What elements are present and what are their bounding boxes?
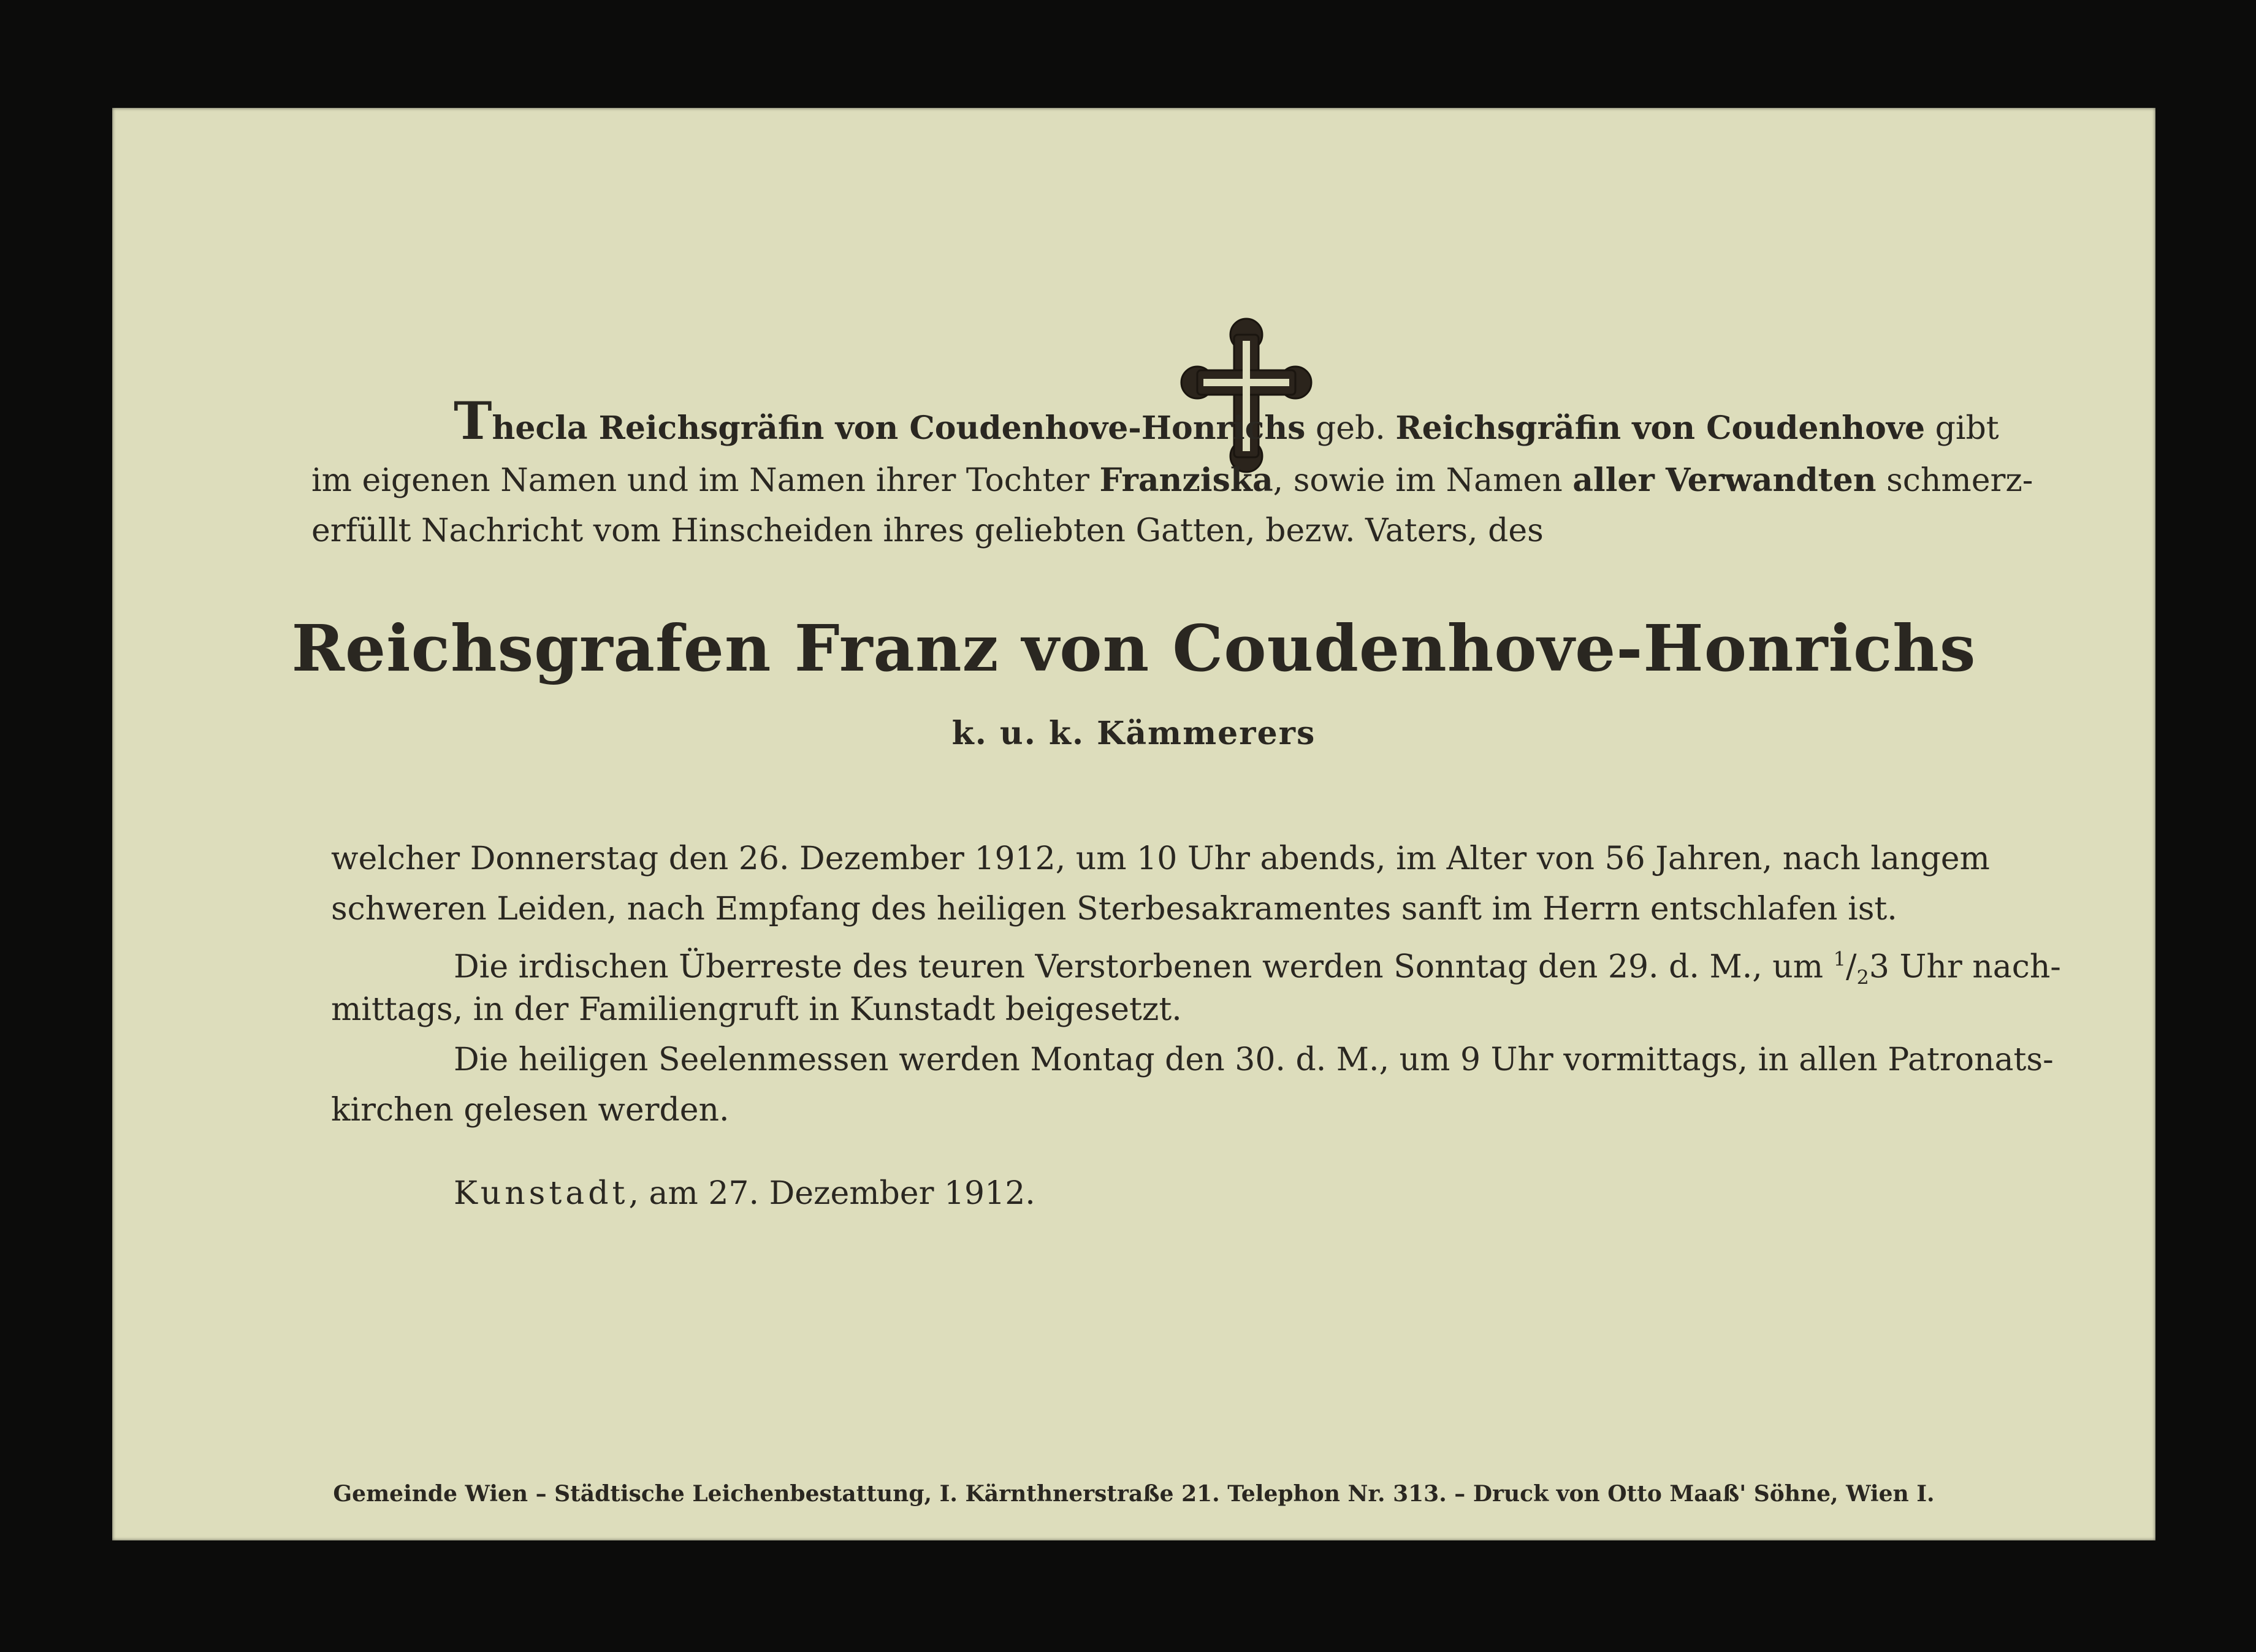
deceased-title: k. u. k. Kämmerers bbox=[951, 715, 1316, 752]
drop-initial: T bbox=[454, 390, 492, 451]
fraction-half: $^1/_2$ bbox=[1833, 948, 1869, 989]
body-line-3-b: 3 Uhr nach- bbox=[1869, 948, 2061, 986]
body-line-6: kirchen gelesen werden. bbox=[331, 1092, 730, 1129]
intro-line-1 bbox=[454, 390, 2054, 454]
deceased-name: Reichsgrafen Franz von Coudenhove-Honrichs bbox=[291, 611, 1976, 686]
place-name: Kunstadt bbox=[454, 1175, 629, 1212]
intro-line-2-c: schmerz- bbox=[1886, 462, 2033, 499]
intro-line-2-a: im eigenen Namen und im Namen ihrer Tochter bbox=[311, 462, 1089, 499]
daughter-name: Franziska bbox=[1099, 462, 1273, 499]
body-line-4: mittags, in der Familiengruft in Kunstadt beigesetzt. bbox=[331, 991, 1182, 1028]
gibt-text: gibt bbox=[1935, 410, 1999, 447]
maiden-name: Reichsgräfin von Coudenhove bbox=[1395, 409, 1926, 447]
printer-footer: Gemeinde Wien – Städtische Leichenbestattung, I. Kärnthnerstraße 21. Telephon Nr. 313. – Druck von Otto Maaß' Söhne, Wien I. bbox=[333, 1481, 1935, 1507]
fraction-denominator: 2 bbox=[1856, 965, 1869, 989]
body-line-1: welcher Donnerstag den 26. Dezember 1912, um 10 Uhr abends, im Alter von 56 Jahren, nach langem bbox=[331, 840, 1990, 877]
body-line-2: schweren Leiden, nach Empfang des heiligen Sterbesakramentes sanft im Herrn entschlafen ist. bbox=[331, 891, 1897, 927]
intro-line-2 bbox=[311, 455, 2054, 506]
fraction-numerator: 1 bbox=[1833, 948, 1846, 971]
widow-name: hecla Reichsgräfin von Coudenhove-Honrichs bbox=[492, 409, 1306, 447]
body-line-5: Die heiligen Seelenmessen werden Montag den 30. d. M., um 9 Uhr vormittags, in allen Patronats- bbox=[454, 1041, 2054, 1078]
intro-line-3: erfüllt Nachricht vom Hinscheiden ihres geliebten Gatten, bezw. Vaters, des bbox=[311, 512, 1544, 549]
place-date-line bbox=[454, 1168, 1035, 1219]
obituary-card bbox=[112, 108, 2155, 1540]
intro-line-2-b: , sowie im Namen bbox=[1273, 462, 1563, 499]
body-line-3-a: Die irdischen Überreste des teuren Verstorbenen werden Sonntag den 29. d. M., um bbox=[454, 948, 1824, 986]
relatives-text: aller Verwandten bbox=[1572, 462, 1877, 499]
geb-label: geb. bbox=[1315, 410, 1385, 447]
place-date: , am 27. Dezember 1912. bbox=[628, 1175, 1035, 1212]
